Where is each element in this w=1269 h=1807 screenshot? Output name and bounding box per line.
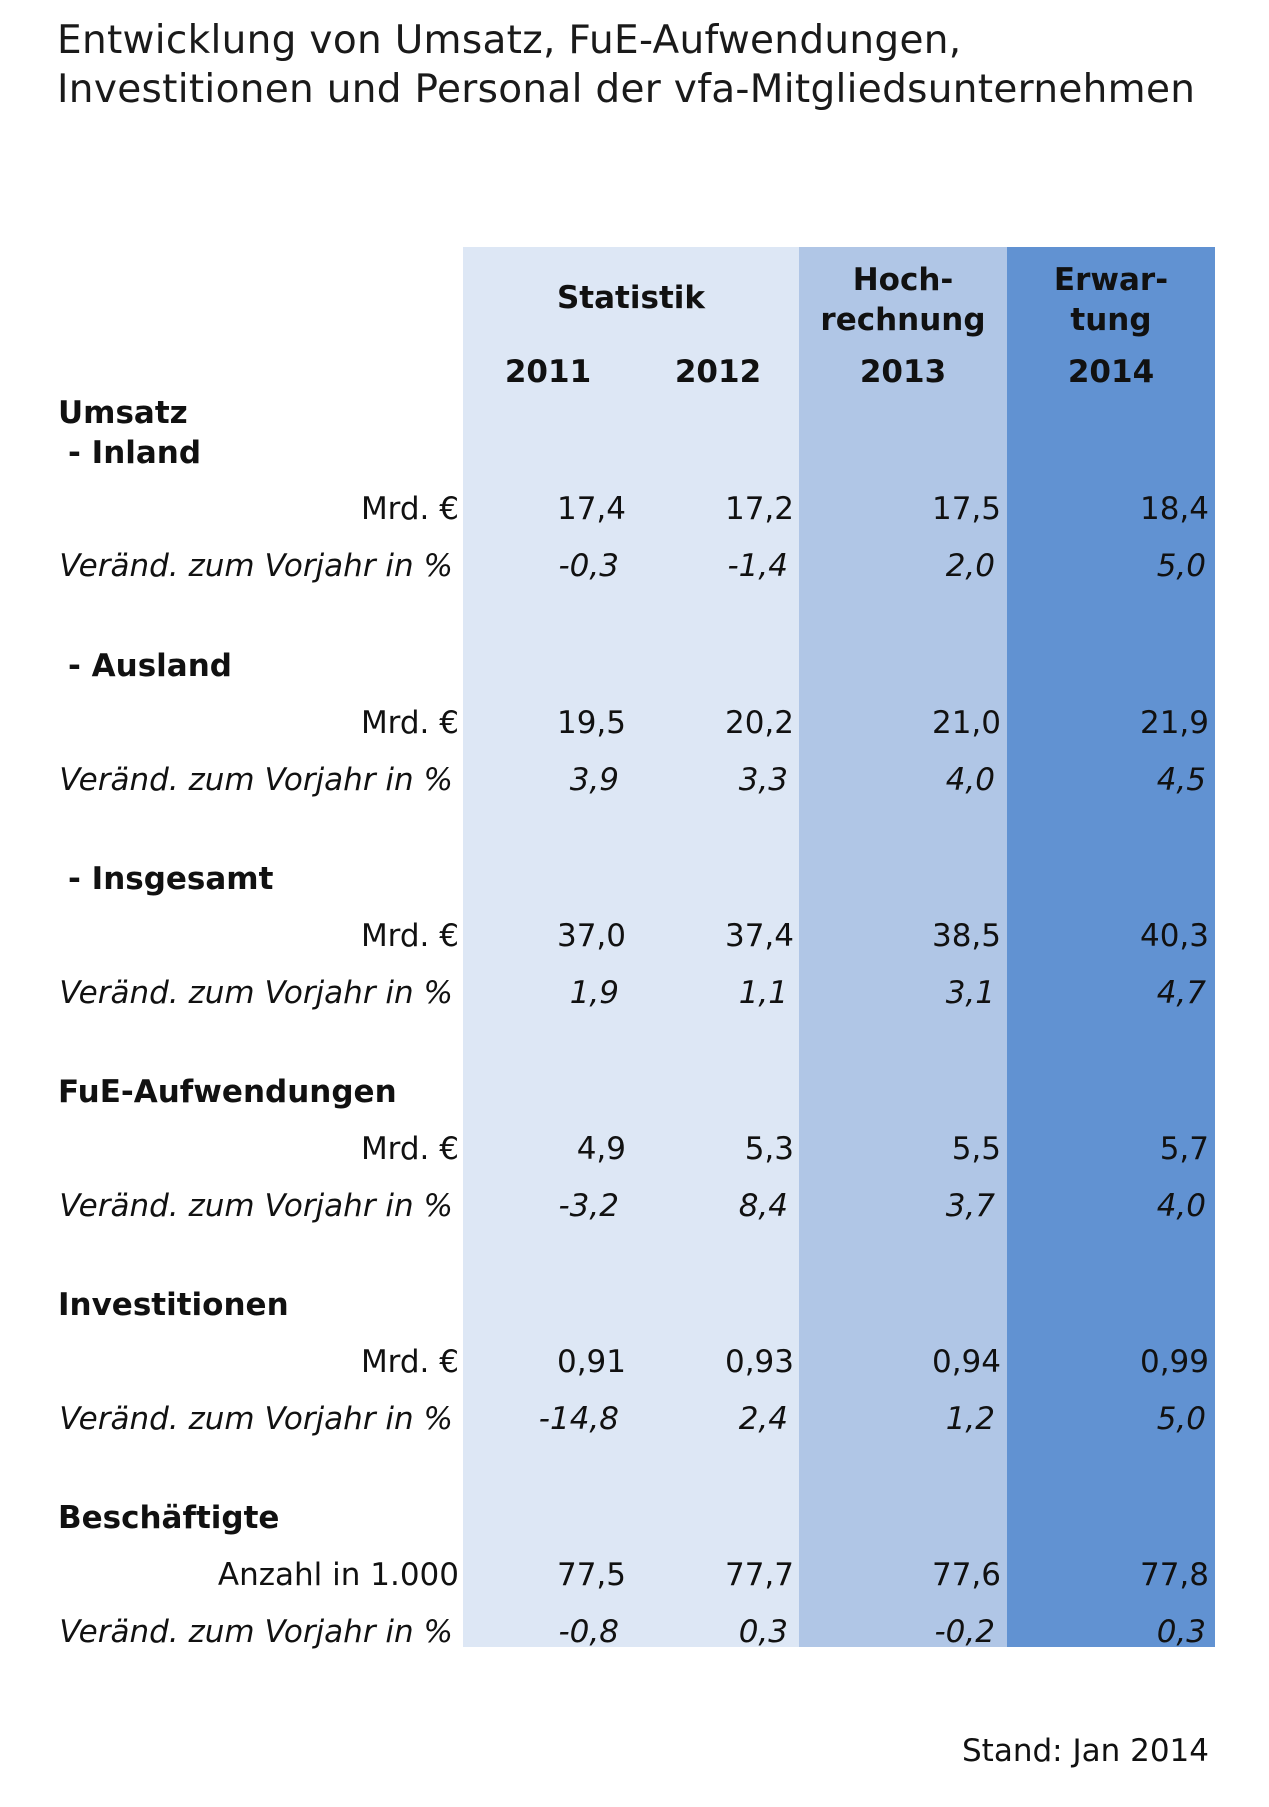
besch-change-2012: 0,3 — [738, 1614, 788, 1650]
insgesamt-value-2012: 37,4 — [724, 918, 794, 954]
inland-change-2012: -1,4 — [727, 548, 788, 584]
fue-value-2011: 4,9 — [576, 1131, 626, 1167]
fue-change-2011: -3,2 — [558, 1188, 619, 1224]
header-hochrechnung-line-1: Hoch- — [852, 262, 954, 298]
row-label-veraend: Veränd. zum Vorjahr in % — [59, 1401, 453, 1437]
ausland-change-2014: 4,5 — [1156, 762, 1206, 798]
header-erwartung-line-1: Erwar- — [1053, 262, 1169, 298]
insgesamt-value-2011: 37,0 — [556, 918, 626, 954]
fue-value-2014: 5,7 — [1159, 1131, 1209, 1167]
insgesamt-value-2014: 40,3 — [1139, 918, 1209, 954]
ausland-value-2012: 20,2 — [724, 705, 794, 741]
invest-value-2014: 0,99 — [1139, 1344, 1209, 1380]
row-label-mrd: Mrd. € — [360, 1344, 459, 1380]
inland-change-2014: 5,0 — [1156, 548, 1206, 584]
inland-change-2011: -0,3 — [558, 548, 619, 584]
row-label-veraend: Veränd. zum Vorjahr in % — [59, 1614, 453, 1650]
row-label-veraend: Veränd. zum Vorjahr in % — [59, 548, 453, 584]
row-label-anzahl: Anzahl in 1.000 — [217, 1557, 459, 1593]
insgesamt-change-2012: 1,1 — [738, 975, 788, 1011]
insgesamt-change-2013: 3,1 — [945, 975, 995, 1011]
row-label-mrd: Mrd. € — [360, 1131, 459, 1167]
row-label-mrd: Mrd. € — [360, 491, 459, 527]
inland-value-2011: 17,4 — [556, 491, 626, 527]
besch-value-2011: 77,5 — [556, 1557, 626, 1593]
year-2014: 2014 — [1067, 354, 1155, 390]
title-line-2: Investitionen und Personal der vfa-Mitgliedsunternehmen — [57, 67, 1196, 112]
invest-change-2014: 5,0 — [1156, 1401, 1206, 1437]
invest-value-2012: 0,93 — [724, 1344, 794, 1380]
header-hochrechnung-line-2: rechnung — [820, 302, 986, 338]
row-label-veraend: Veränd. zum Vorjahr in % — [59, 1188, 453, 1224]
ausland-value-2013: 21,0 — [931, 705, 1001, 741]
year-2012: 2012 — [674, 354, 762, 390]
besch-change-2011: -0,8 — [558, 1614, 619, 1650]
inland-value-2012: 17,2 — [724, 491, 794, 527]
section-ausland: - Ausland — [68, 648, 232, 684]
invest-change-2012: 2,4 — [738, 1401, 788, 1437]
year-2013: 2013 — [859, 354, 947, 390]
ausland-value-2014: 21,9 — [1139, 705, 1209, 741]
invest-value-2011: 0,91 — [556, 1344, 626, 1380]
besch-value-2012: 77,7 — [724, 1557, 794, 1593]
row-label-mrd: Mrd. € — [360, 705, 459, 741]
section-insgesamt: - Insgesamt — [68, 861, 274, 897]
insgesamt-value-2013: 38,5 — [931, 918, 1001, 954]
invest-value-2013: 0,94 — [931, 1344, 1001, 1380]
section-fue: FuE-Aufwendungen — [58, 1074, 397, 1110]
section-inland: - Inland — [68, 435, 202, 471]
fue-change-2014: 4,0 — [1156, 1188, 1206, 1224]
insgesamt-change-2014: 4,7 — [1156, 975, 1206, 1011]
section-beschaeftigte: Beschäftigte — [58, 1500, 280, 1536]
fue-value-2012: 5,3 — [744, 1131, 794, 1167]
header-erwartung-line-2: tung — [1070, 302, 1152, 338]
inland-change-2013: 2,0 — [945, 548, 995, 584]
fue-value-2013: 5,5 — [951, 1131, 1001, 1167]
section-umsatz: Umsatz — [58, 395, 188, 431]
ausland-change-2013: 4,0 — [945, 762, 995, 798]
section-investitionen: Investitionen — [58, 1287, 289, 1323]
row-label-veraend: Veränd. zum Vorjahr in % — [59, 975, 453, 1011]
besch-change-2014: 0,3 — [1156, 1614, 1206, 1650]
insgesamt-change-2011: 1,9 — [569, 975, 619, 1011]
header-statistik: Statistik — [556, 280, 706, 316]
fue-change-2013: 3,7 — [945, 1188, 995, 1224]
footer-stand: Stand: Jan 2014 — [962, 1733, 1209, 1769]
inland-value-2013: 17,5 — [931, 491, 1001, 527]
inland-value-2014: 18,4 — [1139, 491, 1209, 527]
row-label-mrd: Mrd. € — [360, 918, 459, 954]
page-title — [57, 16, 1237, 114]
invest-change-2013: 1,2 — [945, 1401, 995, 1437]
ausland-value-2011: 19,5 — [556, 705, 626, 741]
besch-value-2013: 77,6 — [931, 1557, 1001, 1593]
ausland-change-2012: 3,3 — [738, 762, 788, 798]
fue-change-2012: 8,4 — [738, 1188, 788, 1224]
year-2011: 2011 — [504, 354, 592, 390]
besch-change-2013: -0,2 — [934, 1614, 995, 1650]
ausland-change-2011: 3,9 — [569, 762, 619, 798]
invest-change-2011: -14,8 — [538, 1401, 619, 1437]
besch-value-2014: 77,8 — [1139, 1557, 1209, 1593]
title-line-1: Entwicklung von Umsatz, FuE-Aufwendungen, — [57, 18, 962, 63]
row-label-veraend: Veränd. zum Vorjahr in % — [59, 762, 453, 798]
